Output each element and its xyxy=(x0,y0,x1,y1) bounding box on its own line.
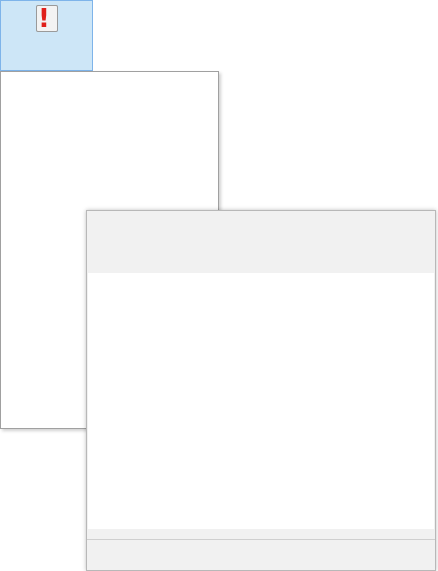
red-exclamation-document-icon: ! xyxy=(34,5,64,39)
tooltip-divider xyxy=(87,539,435,540)
tooltip-body xyxy=(88,273,434,529)
tooltip-metodologia-general xyxy=(86,210,436,571)
metodologia-ribbon-button[interactable] xyxy=(0,0,93,71)
ribbon-button-label xyxy=(1,40,94,70)
